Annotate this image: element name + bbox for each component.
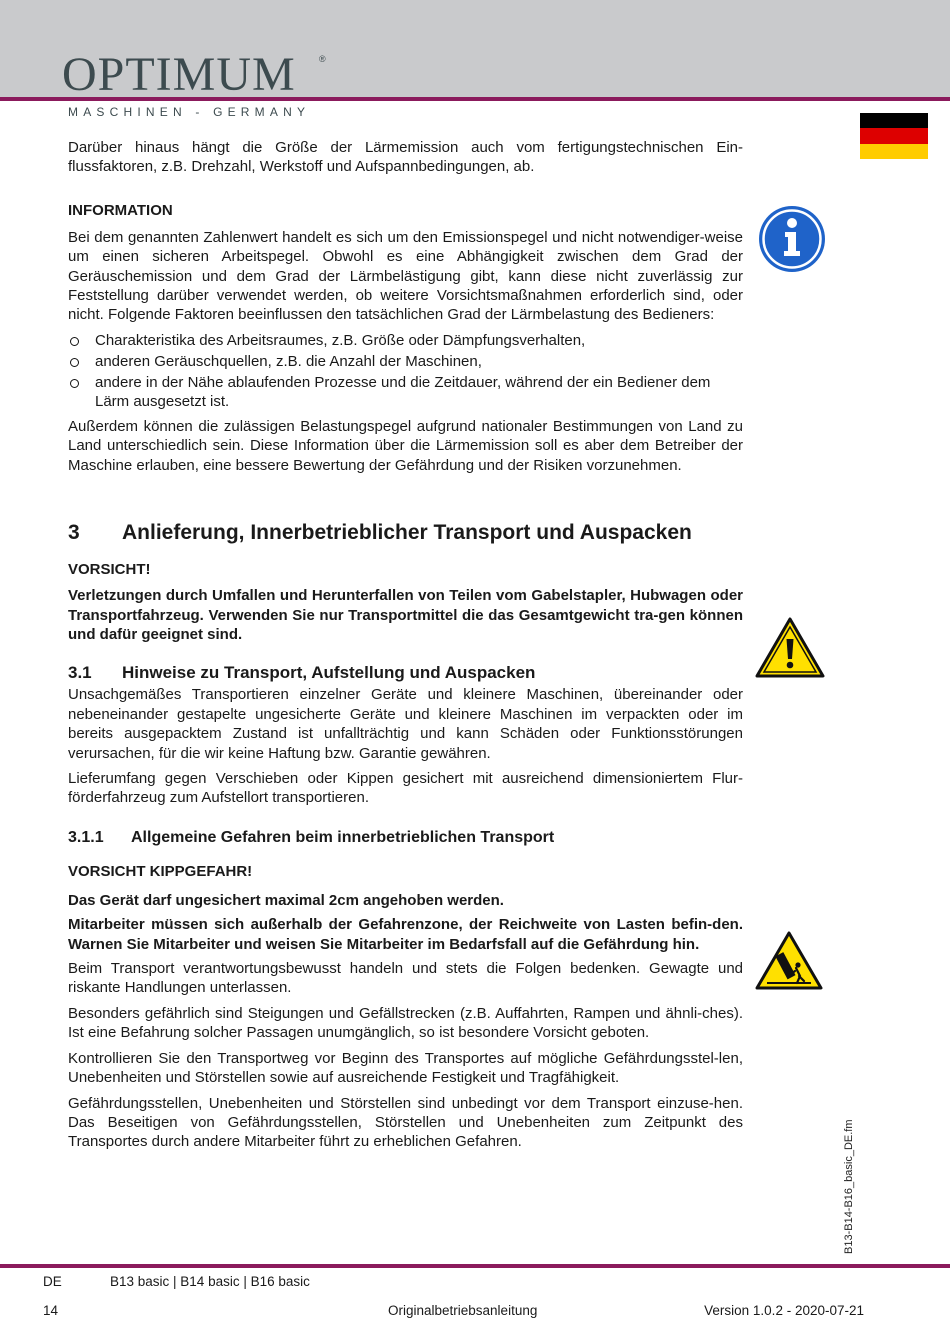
logo-subtitle: MASCHINEN - GERMANY: [68, 105, 311, 119]
section-3-1-1-paragraph-3: Kontrollieren Sie den Transportweg vor Beginn des Transportes auf mögliche Gefährdungsstel-len, Unebenheiten und Störstellen sowie auf ausreichende Festigkeit und Tragfähigkeit.: [68, 1049, 743, 1087]
info-label: INFORMATION: [68, 201, 173, 219]
info-after-paragraph: Außerdem können die zulässigen Belastungspegel aufgrund nationaler Bestimmungen von Land zu Land unterschiedlich sein. Diese Information über die Lärmemission soll es aber dem Betreiber der Maschine erlauben, eine bessere Bewertung der Gefährdung und der Risiken vorzunehmen.: [68, 417, 743, 474]
footer-page-number: 14: [43, 1303, 59, 1318]
warning-icon: [755, 617, 825, 679]
tipping-hazard-icon: [755, 931, 823, 991]
page-content: [68, 138, 743, 1152]
footer-divider: [0, 1264, 950, 1268]
tipping-bold-line-2: Mitarbeiter müssen sich außerhalb der Gefahrenzone, der Reichweite von Lasten befin-den. Warnen Sie Mitarbeiter und weisen Sie Mitarbeiter im Bedarfsfall auf die Gefährdung hin.: [68, 916, 743, 953]
section-3-1-1-heading: 3.1.1 Allgemeine Gefahren beim innerbetrieblichen Transport: [68, 828, 555, 846]
info-bullet-list: [68, 331, 743, 412]
list-item: andere in der Nähe ablaufenden Prozesse und die Zeitdauer, während der ein Bediener dem Lärm ausgesetzt ist.: [68, 373, 743, 412]
footer-version: Version 1.0.2 - 2020-07-21: [704, 1303, 864, 1318]
section-3-1-1-paragraph-4: Gefährdungsstellen, Unebenheiten und Störstellen sind unbedingt vor dem Transport einzuse-hen. Das Beseitigen von Gefährdungsstellen, Störstellen und Unebenheiten zum Zeitpunkt des Transportes durch andere Mitarbeiter führt zu erheblichen Gefahren.: [68, 1094, 743, 1151]
section-3-1-1-paragraph-1: Beim Transport verantwortungsbewusst handeln und stets die Folgen bedenken. Gewagte und riskante Handlungen unterlassen.: [68, 960, 743, 997]
caution-text: Verletzungen durch Umfallen und Herunterfallen von Teilen vom Gabelstapler, Hubwagen oder Transportfahrzeug. Verwenden Sie nur Transportmittel die das Gesamtgewicht tra-gen können und dafür geeignet sind.: [68, 587, 743, 643]
section-3-heading: 3 Anlieferung, Innerbetrieblicher Transport und Auspacken: [68, 521, 692, 545]
section-3-1-paragraph-1: Unsachgemäßes Transportieren einzelner Geräte und kleinere Maschinen, übereinander oder nebeneinander gestapelte ungesicherte Geräte und kleinere Maschinen im verpackten oder im bereits ausgepacktem Zustand ist unfallträchtig und kann Schäden oder Funktionsstörungen verursachen, für die wir keine Haftung bzw. Garantie gewähren.: [68, 686, 743, 762]
footer-language: DE: [43, 1274, 62, 1289]
section-3-1-heading: 3.1 Hinweise zu Transport, Aufstellung und Auspacken: [68, 663, 536, 683]
caution-label: VORSICHT!: [68, 561, 151, 579]
section-3-1-1-paragraph-2: Besonders gefährlich sind Steigungen und Gefällstrecken (z.B. Auffahrten, Rampen und ähnli-ches). Ist eine Befahrung solcher Passagen unumgänglich, so ist besondere Vorsicht geboten.: [68, 1004, 743, 1042]
info-paragraph: Bei dem genannten Zahlenwert handelt es sich um den Emissionspegel und nicht notwendiger-weise um einen sicheren Arbeitspegel. Obwohl es eine Abhängigkeit zwischen dem Grad der Geräuschemission und dem Grad der Lärmbelästigung gibt, kann diese nicht zuverlässig zur Feststellung darüber verwendet werden, ob weitere Vorsichtsmaßnahmen erforderlich sind, oder nicht. Folgende Faktoren beeinflussen den tatsächlichen Grad der Lärmbelastung des Bedieners:: [68, 228, 743, 324]
list-item: Charakteristika des Arbeitsraumes, z.B. Größe oder Dämpfungsverhalten,: [68, 331, 743, 350]
logo-registered-mark: ®: [319, 54, 326, 64]
info-icon: [758, 205, 826, 273]
tipping-caution-label: VORSICHT KIPPGEFAHR!: [68, 862, 253, 880]
logo: OPTIMUM: [62, 48, 296, 101]
intro-paragraph: Darüber hinaus hängt die Größe der Lärmemission auch vom fertigungstechnischen Ein-flussfaktoren, z.B. Drehzahl, Werkstoff und Aufspannbedingungen, ab.: [68, 139, 743, 176]
footer-document-title: Originalbetriebsanleitung: [388, 1303, 538, 1318]
section-3-1-paragraph-2: Lieferumfang gegen Verschieben oder Kippen gesichert mit ausreichend dimensioniertem Flur-förderfahrzeug zum Aufstellort transportieren.: [68, 770, 743, 807]
german-flag-icon: [860, 113, 928, 159]
tipping-bold-line-1: Das Gerät darf ungesichert maximal 2cm angehoben werden.: [68, 891, 504, 909]
footer-models: B13 basic | B14 basic | B16 basic: [110, 1274, 310, 1289]
side-file-code: B13-B14-B16_basic_DE.fm: [843, 1119, 855, 1254]
list-item: anderen Geräuschquellen, z.B. die Anzahl der Maschinen,: [68, 352, 743, 371]
